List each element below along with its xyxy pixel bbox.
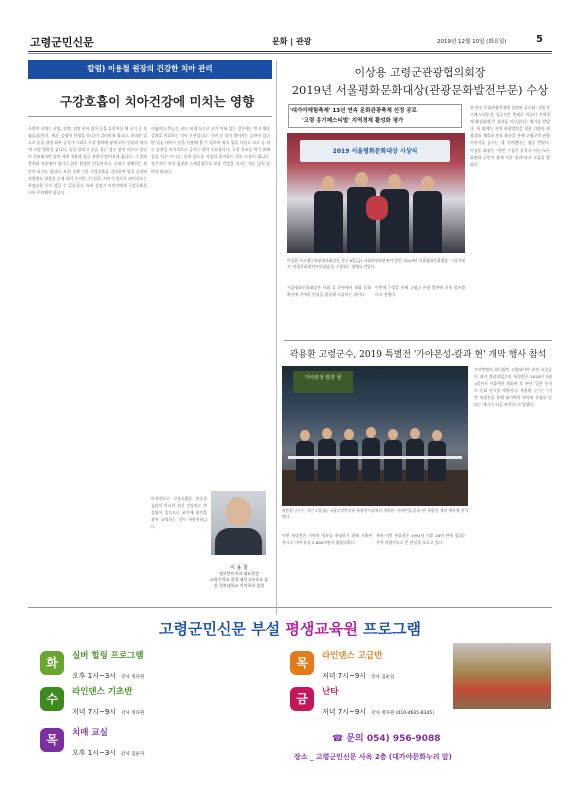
masthead: 고령군민신문 — [30, 36, 94, 49]
day-badge-tue: 화 — [40, 651, 64, 675]
photo2-person — [340, 440, 358, 481]
day-badge-thu: 목 — [40, 728, 64, 752]
article1-photo-banner-text: 2019 서울평화문화대상 시상식 — [332, 148, 418, 155]
header-rule — [28, 51, 552, 52]
program-teacher: 강사 김순임 — [371, 675, 395, 680]
program-time: 저녁 7시~9시 — [322, 672, 367, 680]
author-name: 이 용 철 — [230, 565, 248, 571]
article1-subhead-line2: '고령 옹기페스티벌' 지역경제 활성화 평가 — [302, 118, 404, 124]
ad-title-accent: 평생교육원 — [285, 620, 358, 638]
program-name: 난타 — [322, 687, 339, 697]
program-schedule — [72, 663, 144, 682]
ad-title — [28, 618, 552, 639]
photo-person-head — [388, 174, 401, 189]
program-name: 실버 힐링 프로그램 — [72, 651, 144, 661]
program-name: 라인댄스 고급반 — [322, 651, 383, 661]
header-rule-thin — [28, 53, 552, 54]
program-teacher: 강사 정다원 — [121, 711, 145, 716]
photo2-person-head — [410, 428, 420, 439]
day-badge-thu: 목 — [290, 651, 314, 675]
section-label: 문화 | 관광 — [272, 37, 312, 46]
contact-place: 장소 _ 고령군민신문 사옥 2층 (대가야문화누리 앞) — [294, 753, 452, 761]
article1-subhead — [290, 106, 465, 126]
day-badge-fri: 금 — [290, 687, 314, 711]
program-teacher: 강사 김순자 — [121, 752, 145, 757]
article-divider — [284, 340, 552, 341]
program-name: 치매 교실 — [72, 728, 108, 738]
photo-person-head — [322, 176, 335, 191]
photo2-ribbon — [288, 456, 462, 459]
article1-body-right: 한 연속 문화관광축제에 선정된 공로와 '고령 옹기페스티벌'을 성공적인 축제로 이끌어 지역경제 활성화에 큰 성과를 이루었다는 평가를 받았다. 이 외에도 지역 관광발전을 위한 다양한 관광상품 개발과 홍보 활동을 통해 고령군의 관광 이미지를 높이는 데 기여했다는 평을 받았다. 이상용 회장은 "이번 수상은 혼자가 아닌 모든 회원과 군민이 함께 이룬 성과"라고 소감을 밝혔다. — [470, 105, 550, 167]
program-time: 오후 1시~3시 — [72, 672, 117, 680]
photo2-person — [296, 441, 314, 481]
photo2-person — [406, 439, 424, 481]
article1-title-line2: 2019년 서울평화문화대상(관광문화발전부문) 수상 — [291, 83, 549, 97]
photo2-person-head — [322, 428, 332, 439]
column-body-a: 사람의 코에는 코털, 점액, 점막 등이 있어 숨을 들이마실 때 공기 중 오염물질(먼지, 세균, 곰팡이 미생물 등)들이 걸러지게 됩니다. 하지만 입으로 숨을 쉬면 외부 공기가 그대로 구강 점막에 닿게 되어 잇몸과 치아에 직접 영향을 줍니다. 입을 벌리고 숨을 쉬는 경우 침이 마르고 입안이 건조해지면 침의 세정 작용과 항균 작용이 떨어지게 됩니다. 그 결과 충치와 잇몸병이 생기기 쉬운 환경이 만들어지고, 구취가 심해지는 원인이 되기도 합니다. 또한 오랜 기간 구강호흡을 지속하면 얼굴 골격과 치열에도 영향을 주게 되어 주걱턱, 긴 얼굴, 치아가 앞으로 튀어나오는 부정교합 등이 생길 수 있습니다. 특히 성장기 어린이에게 구강호흡은 더욱 주의해야 합니다. — [28, 126, 147, 195]
program-schedule — [322, 699, 434, 718]
article2-body-mid: 특히 이번 특별전은 1991년 이후 28년 만에 열리는 가야 특별전으로 큰 관심을 모으고 있다. — [376, 533, 466, 546]
article1-body-left: 서울평화문화대상은 사회 각 분야에서 평화 문화 확산에 기여한 인물을 발굴해 시상하는 상이다. — [287, 285, 371, 298]
page-number: 5 — [536, 34, 543, 45]
article2-photo-sign-text: 가야본성 칼과 현 — [304, 375, 342, 381]
article2-caption: 곽용환 군수는 지난 2일(월) 국립중앙박물관 특별전시실에서 개막한 '가야본성-칼과 현' 특별전 개막 행사에 참석했다. — [282, 508, 468, 519]
article1-title-line1: 이상용 고령군관광협의회장 — [354, 66, 486, 79]
photo2-person — [362, 438, 380, 481]
article1-subhead-line1: '대가야체험축제' 13년 연속 문화관광축제 선정 공로 — [290, 108, 417, 114]
ad-photo — [453, 643, 551, 709]
photo2-person-head — [366, 427, 376, 438]
photo-bouquet — [366, 196, 388, 220]
program-teacher: 강사 정다원 — [121, 675, 145, 680]
column-kicker: 칼럼) 이용철 원장의 건강한 치아 관리 — [87, 64, 213, 73]
photo2-person — [318, 439, 336, 481]
photo-person-head — [421, 176, 434, 191]
author-detail: 고령중학교 졸업 대진고등학교 졸업 경북대학교 치의학과 졸업 — [210, 577, 268, 588]
author-portrait-body — [215, 528, 262, 555]
day-badge-wed: 수 — [40, 687, 64, 711]
column-rule — [28, 116, 272, 117]
article2-body-left: 이번 특별전은 가야의 역사를 조명하기 위해 기획된 전시로 가야 유물 2,600여점이 출품되었다. — [282, 533, 372, 546]
article1-body-mid: 이번에 수상을 통해 고령군 관광 발전에 더욱 힘쓰겠다고 전했다. — [375, 285, 465, 298]
article1-caption: 이상용 사고령군관광협의회장은 지난 6일(금) 국회의원회관에서 열린 '2019년 서울평화문화대상' 시상식에서 '관광문화발전부문대상'을 수상하는 영예를 안았다. — [287, 258, 465, 269]
photo2-person-head — [432, 430, 442, 441]
program-time: 오후 1시~3시 — [72, 749, 117, 757]
author-portrait-head — [226, 497, 251, 527]
ad-title-pre: 고령군민신문 부설 — [158, 620, 286, 638]
photo2-person-head — [388, 429, 398, 440]
column-title: 구강호흡이 치아건강에 미치는 영향 — [60, 94, 255, 109]
program-schedule — [72, 740, 144, 759]
program-teacher: 강사 정다원 (010-4635-8345) — [371, 711, 434, 716]
photo-person — [314, 191, 343, 253]
article2-title: 곽용환 고령군수, 2019 특별전 '가야본성-칼과 현' 개막 행사 참석 — [289, 350, 547, 360]
program-schedule — [72, 699, 144, 718]
contact-phone: ☎ 문의 054) 956-9088 — [332, 734, 441, 744]
column-body-b: 비염이나 축농증, 편도 비대 등으로 코가 막혀 있는 경우에는 먼저 해당 질환을 치료하는 것이 우선입니다. 수면 중 입이 벌어지는 습관이 있다면 입술 테이프 등을 사용해 볼 수 있으며 평소 입을 다물고 코로 숨 쉬는 습관을 의식적으로 들이는 것이 중요합니다. 구강 건조를 막기 위해 물을 자주 마시고, 실내 습도를 적절히 유지하는 것도 도움이 됩니다. 정기적인 치과 검진과 스케일링으로 잇몸 건강을 지키는 것도 잊지 말아야 합니다. — [151, 126, 270, 174]
author-title: 엠브란트치과 대표원장 — [219, 571, 259, 576]
program-schedule — [322, 663, 394, 682]
column-body-c: 마지막으로 구강호흡은 단순한 습관이 아니라 전신 건강과도 연결되어 있으므로 조기에 원인을 찾아 교정하는 것이 바람직합니다. — [151, 496, 207, 530]
article2-body-right: 가야연맹의 하나였던 고령대가야 관련 유물들이 대거 출품되었으며 특별전은 2020년 3월 1일까지 서울에서 개최된 후 부산, 일본 등지로 순회 전시될 예정이다. 곽용환 군수는 "이번 특별전을 통해 대가야의 역사와 문화를 알리는 계기가 되길 바란다"고 말했다. — [474, 367, 552, 408]
photo2-person — [428, 441, 446, 481]
program-time: 저녁 7시~9시 — [72, 708, 117, 716]
photo-person — [413, 191, 442, 253]
author-caption — [209, 565, 269, 589]
program-name: 라인댄스 기초반 — [72, 687, 133, 697]
photo2-person — [384, 440, 402, 481]
dateline: 2019년 12월 10일 (화요일) — [437, 39, 507, 45]
ad-title-post: 프로그램 — [357, 620, 421, 638]
photo-person-head — [355, 172, 368, 187]
photo2-person-head — [344, 429, 354, 440]
photo2-person-head — [300, 430, 310, 441]
ad-rule — [28, 607, 552, 608]
program-time: 저녁 7시~9시 — [322, 708, 367, 716]
